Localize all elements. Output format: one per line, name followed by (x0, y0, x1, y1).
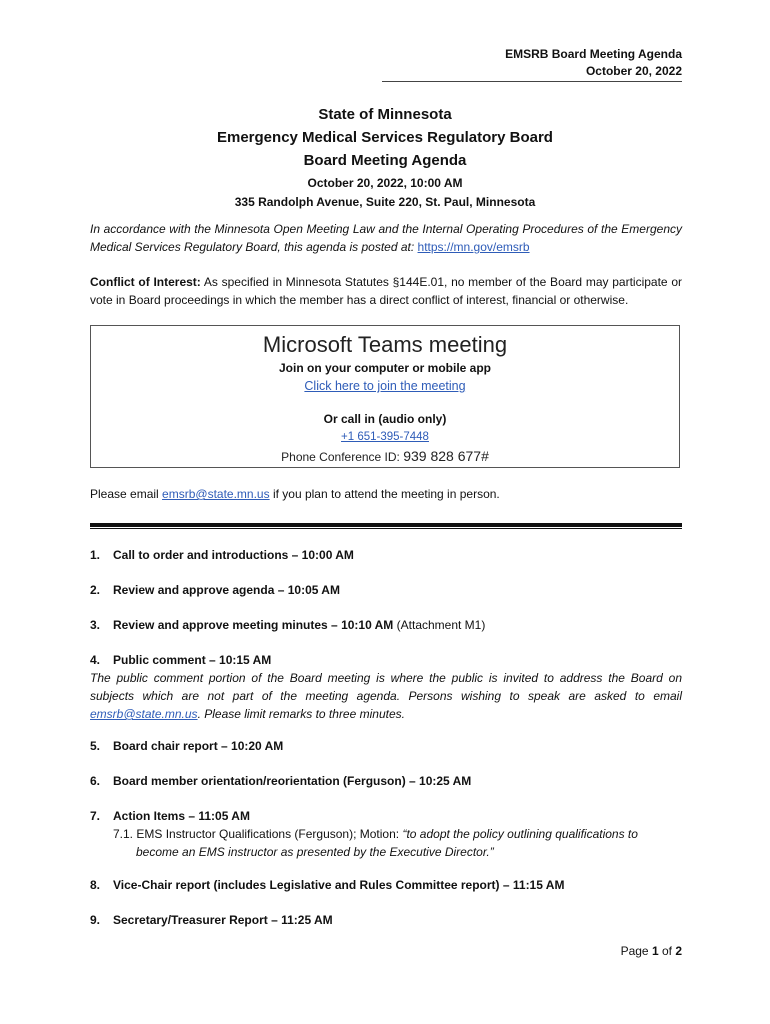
page-header (382, 46, 682, 82)
item-heading: Secretary/Treasurer Report – 11:25 AM (113, 913, 333, 927)
intro-text: In accordance with the Minnesota Open Meeting Law and the Internal Operating Procedures of the Emergency Medical Services Regulatory Board, this agenda is posted at: (90, 222, 682, 254)
item-number: 1. (90, 548, 101, 562)
page-footer (621, 944, 682, 958)
public-comment-text: The public comment portion of the Board meeting is where the public is invited to address the Board on subjects which are not part of the meeting agenda. Persons wishing to speak are asked to email (90, 671, 682, 703)
agenda-item-6 (90, 772, 682, 790)
page-word: Page (620, 944, 652, 958)
item-heading: Board chair report – 10:20 AM (113, 739, 284, 753)
header-title: EMSRB Board Meeting Agenda (505, 47, 682, 61)
sub-item-7-1 (90, 825, 682, 861)
email-link[interactable]: emsrb@state.mn.us (162, 487, 270, 501)
agenda-item-2 (90, 581, 682, 599)
page-number: 1 (651, 944, 659, 958)
item-number: 2. (90, 583, 101, 597)
agenda-url-link[interactable]: https://mn.gov/emsrb (417, 240, 530, 254)
item-heading: Public comment – 10:15 AM (113, 653, 272, 667)
item-number: 8. (90, 878, 101, 892)
section-divider-thin (90, 528, 682, 529)
item-heading: Board member orientation/reorientation (Ferguson) – 10:25 AM (113, 774, 472, 788)
conference-id (91, 446, 679, 467)
agenda-item-8 (90, 876, 682, 894)
public-comment-email-link[interactable]: emsrb@state.mn.us (90, 707, 198, 721)
email-note-prefix: Please email (90, 487, 163, 501)
agenda-item-1 (90, 546, 682, 564)
sub-item-number: 7.1. (113, 827, 134, 841)
email-note-suffix: if you plan to attend the meeting in person. (269, 487, 500, 501)
conflict-label: Conflict of Interest: (90, 275, 201, 289)
item-heading: Call to order and introductions – 10:00 AM (113, 548, 354, 562)
join-meeting-link[interactable]: Click here to join the meeting (304, 379, 466, 393)
meeting-address: 335 Randolph Avenue, Suite 220, St. Paul, Minnesota (234, 195, 536, 209)
public-comment-text-end: . Please limit remarks to three minutes. (197, 707, 405, 721)
teams-meeting-box (90, 325, 680, 468)
item-heading: Action Items – 11:05 AM (113, 809, 250, 823)
agenda-title: Board Meeting Agenda (303, 152, 467, 169)
intro-paragraph (90, 220, 682, 256)
conflict-of-interest (90, 273, 682, 309)
agenda-item-5 (90, 737, 682, 755)
agenda-item-9 (90, 911, 682, 929)
board-title: Emergency Medical Services Regulatory Board (217, 129, 553, 146)
phone-number-link[interactable]: +1 651-395-7448 (341, 431, 429, 443)
email-note (90, 487, 500, 501)
conference-id-value: 939 828 677# (403, 448, 489, 464)
agenda-item-7 (90, 807, 682, 861)
of-word: of (658, 944, 676, 958)
item-number: 3. (90, 618, 101, 632)
teams-title: Microsoft Teams meeting (262, 332, 508, 357)
item-number: 7. (90, 809, 101, 823)
conference-id-label: Phone Conference ID: (281, 450, 404, 464)
item-number: 6. (90, 774, 101, 788)
teams-join-label: Join on your computer or mobile app (278, 361, 491, 375)
item-heading: Vice-Chair report (includes Legislative and Rules Committee report) – 11:15 AM (113, 878, 565, 892)
sub-item-motion: “to adopt the policy outlining qualifications to become an EMS instructor as presented by the Executive Director.” (136, 827, 638, 859)
meeting-date-time: October 20, 2022, 10:00 AM (307, 176, 463, 190)
item-number: 5. (90, 739, 101, 753)
page-total: 2 (675, 944, 682, 958)
conflict-text: As specified in Minnesota Statutes §144E.01, no member of the Board may participate or vote in Board proceedings in which the member has a direct conflict of interest, financial or otherwise. (90, 275, 682, 307)
agenda-item-3 (90, 616, 682, 634)
state-title: State of Minnesota (318, 106, 452, 123)
item-heading: Review and approve meeting minutes – 10:10 AM (113, 618, 394, 632)
section-divider (90, 523, 682, 527)
title-block (0, 103, 770, 212)
public-comment-description (90, 669, 682, 723)
item-number: 9. (90, 913, 101, 927)
item-note: (Attachment M1) (393, 618, 486, 632)
item-heading: Review and approve agenda – 10:05 AM (113, 583, 340, 597)
sub-item-text: EMS Instructor Qualifications (Ferguson); Motion: (133, 827, 403, 841)
call-in-label: Or call in (audio only) (323, 412, 447, 426)
item-number: 4. (90, 653, 101, 667)
agenda-item-4 (90, 651, 682, 723)
header-date: October 20, 2022 (585, 64, 682, 78)
